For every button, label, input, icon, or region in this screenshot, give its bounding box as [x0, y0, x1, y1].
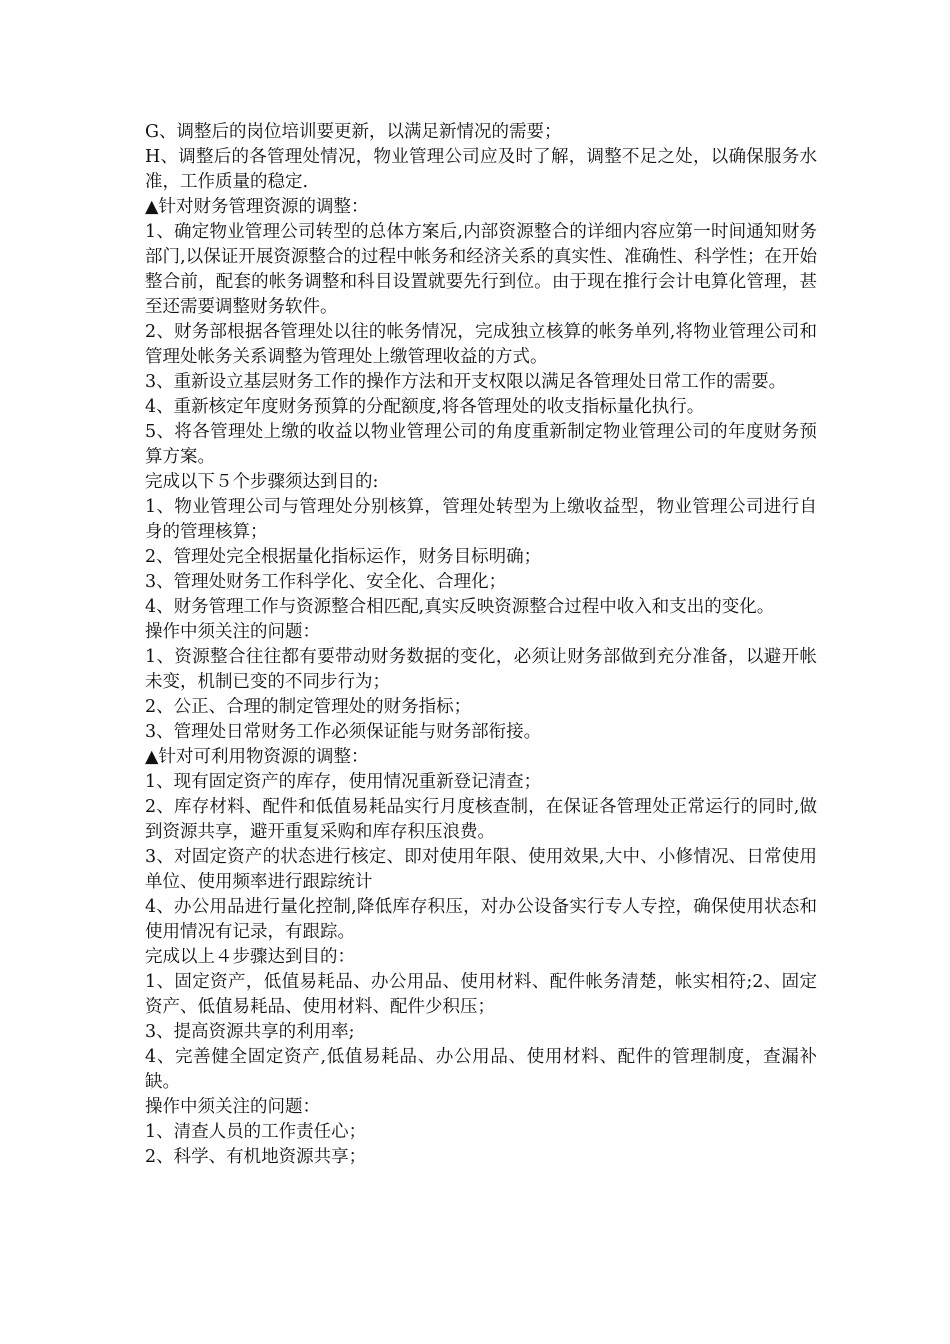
paragraph: 3、管理处日常财务工作必须保证能与财务部衔接。	[145, 722, 542, 742]
paragraph: 2、公正、合理的制定管理处的财务指标；	[145, 697, 472, 717]
paragraph: 4、办公用品进行量化控制,降低库存积压，对办公设备实行专人专控，确保使用状态和使用情况有记录，有跟踪。	[145, 897, 817, 942]
paragraph: 2、库存材料、配件和低值易耗品实行月度核查制，在保证各管理处正常运行的同时,做到资源共享，避开重复采购和库存积压浪费。	[145, 797, 817, 842]
paragraph: 3、重新设立基层财务工作的操作方法和开支权限以满足各管理处日常工作的需要。	[145, 372, 787, 392]
subheading: 完成以上４步骤达到目的：	[145, 947, 355, 967]
paragraph: 2、财务部根据各管理处以往的帐务情况，完成独立核算的帐务单列,将物业管理公司和管理处帐务关系调整为管理处上缴管理收益的方式。	[145, 322, 817, 367]
subheading: 操作中须关注的问题：	[145, 1097, 320, 1117]
section-heading: ▲针对财务管理资源的调整：	[145, 197, 369, 217]
subheading: 完成以下５个步骤须达到目的:	[145, 472, 379, 492]
paragraph: 1、物业管理公司与管理处分别核算，管理处转型为上缴收益型，物业管理公司进行自身的管理核算；	[145, 497, 817, 542]
paragraph: 1、固定资产，低值易耗品、办公用品、使用材料、配件帐务清楚，帐实相符;2、固定资产、低值易耗品、使用材料、配件少积压；	[145, 972, 817, 1017]
subheading: 操作中须关注的问题：	[145, 622, 320, 642]
paragraph: 2、管理处完全根据量化指标运作，财务目标明确；	[145, 547, 542, 567]
paragraph: 4、财务管理工作与资源整合相匹配,真实反映资源整合过程中收入和支出的变化。	[145, 597, 775, 617]
paragraph: H、调整后的各管理处情况，物业管理公司应及时了解，调整不足之处，以确保服务水准，工作质量的稳定.	[145, 147, 817, 192]
paragraph: 2、科学、有机地资源共享；	[145, 1147, 367, 1167]
document-body	[145, 120, 817, 1170]
paragraph: 1、现有固定资产的库存，使用情况重新登记清查；	[145, 772, 542, 792]
paragraph: 3、提高资源共享的利用率;	[145, 1022, 355, 1042]
paragraph: 4、完善健全固定资产,低值易耗品、办公用品、使用材料、配件的管理制度，查漏补缺。	[145, 1047, 817, 1092]
paragraph: 1、清查人员的工作责任心；	[145, 1122, 367, 1142]
paragraph: 3、对固定资产的状态进行核定、即对使用年限、使用效果,大中、小修情况、日常使用单位、使用频率进行跟踪统计	[145, 847, 817, 892]
paragraph: 5、将各管理处上缴的收益以物业管理公司的角度重新制定物业管理公司的年度财务预算方案。	[145, 422, 817, 467]
paragraph: G、调整后的岗位培训要更新，以满足新情况的需要；	[145, 122, 562, 142]
paragraph: 1、资源整合往往都有要带动财务数据的变化，必须让财务部做到充分准备，以避开帐未变，机制已变的不同步行为；	[145, 647, 817, 692]
paragraph: 4、重新核定年度财务预算的分配额度,将各管理处的收支指标量化执行。	[145, 397, 705, 417]
section-heading: ▲针对可利用物资源的调整：	[145, 747, 369, 767]
paragraph: 1、确定物业管理公司转型的总体方案后,内部资源整合的详细内容应第一时间通知财务部门,以保证开展资源整合的过程中帐务和经济关系的真实性、准确性、科学性；在开始整合前，配套的帐务调整和科目设置就要先行到位。由于现在推行会计电算化管理，甚至还需要调整财务软件。	[145, 222, 817, 317]
paragraph: 3、管理处财务工作科学化、安全化、合理化；	[145, 572, 507, 592]
